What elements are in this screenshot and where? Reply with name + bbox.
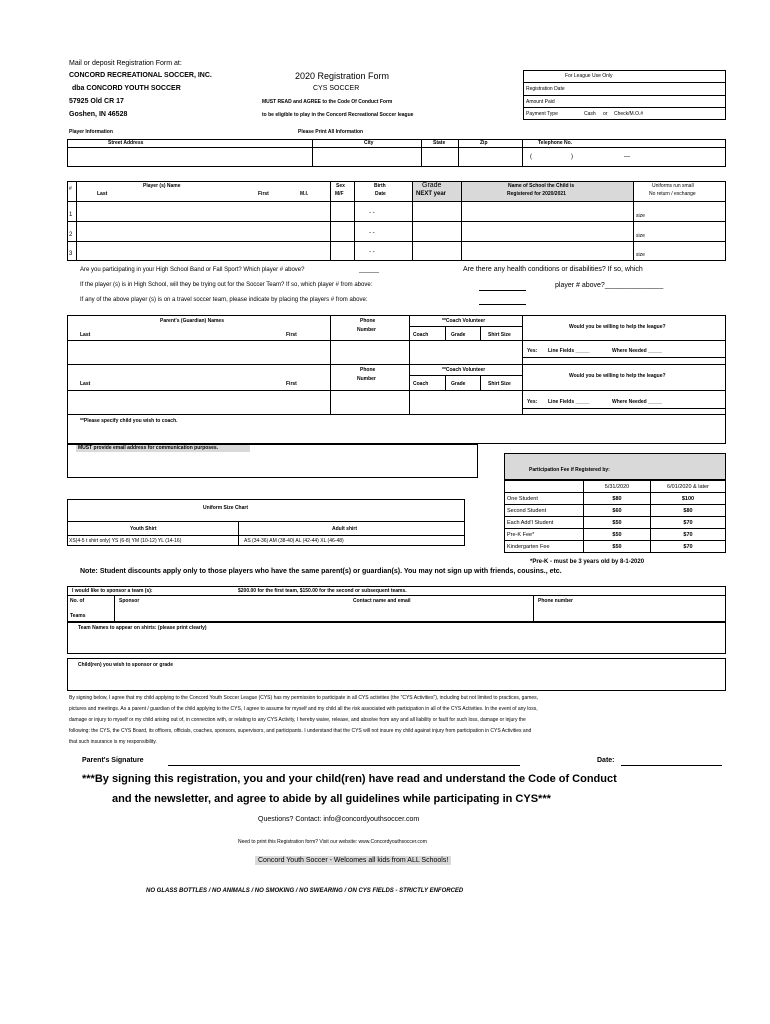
guardian1-yes: Yes: [527, 348, 538, 354]
question-band: Are you participating in your High School Band or Fall Sport? Which player # above? [80, 267, 305, 273]
guardian2-last-label: Last [80, 381, 91, 387]
check-label: Check/M.O.# [614, 111, 644, 117]
player-row-2-date[interactable]: - - [369, 230, 375, 236]
agreement-line-1: ***By signing this registration, you and your child(ren) have read and understand the Code of Conduct [82, 773, 617, 785]
player-row-3-num: 3 [69, 251, 73, 257]
sponsor-teams: Teams [70, 613, 86, 619]
fee-col2: 6/01/2020 & later [651, 481, 726, 493]
reprint-note: Need to print this Registration form? Visit our website: www.Concordyouthsoccer.com [238, 839, 427, 845]
city-label: City [364, 140, 374, 146]
fee-row-v1: $50 [584, 529, 651, 541]
guardian-title: Parent's (Guardian) Names [160, 318, 224, 324]
fee-table [504, 480, 726, 553]
guardian2-coach-vol: **Coach Volunteer [442, 367, 486, 373]
next-year-label: NEXT year [416, 191, 447, 197]
signature-line[interactable] [168, 765, 520, 766]
guardian2-yes: Yes: [527, 399, 538, 405]
guardian1-line-fields[interactable]: Line Fields _____ [548, 348, 590, 354]
fee-row-v2: $100 [651, 493, 726, 505]
waiver-line-3: damage or injury to myself or my child arising out of, in connection with, or relating to any CYS Activity, I hereby waive, release, and absolve from any and all liability or fault for such loss, damage or injury the [69, 717, 526, 723]
youth-sizes: XS(4-5 t shirt only) YS (6-8) YM (10-12) YL (14-16) [69, 538, 182, 544]
guardian1-help: Would you be willing to help the league? [569, 324, 666, 330]
uniforms-note-1: Uniforms run small [652, 183, 694, 189]
fee-row-v1: $60 [584, 505, 651, 517]
player-row-2-num: 2 [69, 232, 73, 238]
sponsor-contact: Contact name and email [353, 598, 411, 604]
coach-note: **Please specify child you wish to coach. [80, 418, 178, 424]
phone-dash: — [624, 154, 630, 160]
address-line-1: 57925 Old CR 17 [69, 98, 124, 105]
player-name-header: Player (s) Name [143, 183, 181, 189]
discount-note: Note: Student discounts apply only to those players who have the same parent(s) or guardian(s). You may not sign up with friends, cousins., etc. [80, 568, 562, 575]
waiver-line-5: that such insurance is my responsibility. [69, 739, 157, 745]
player-row-1-num: 1 [69, 212, 73, 218]
org-name: CONCORD RECREATIONAL SOCCER, INC. [69, 72, 212, 79]
phone-open: ( [530, 154, 532, 160]
grade-label: Grade [422, 182, 442, 189]
prek-note: *Pre-K - must be 3 years old by 8-1-2020 [530, 559, 645, 565]
state-label: State [433, 140, 446, 146]
sex-label: Sex [336, 183, 345, 189]
health-question: Are there any health conditions or disabilities? If so, which [463, 266, 643, 273]
guardian1-last-label: Last [80, 332, 91, 338]
player-first-label: First [258, 191, 269, 197]
form-title: 2020 Registration Form [295, 71, 390, 81]
amount-paid-label: Amount Paid [526, 99, 555, 105]
mail-note: Mail or deposit Registration Form at: [69, 60, 182, 67]
fee-col1: 5/31/2020 [584, 481, 651, 493]
guardian2-number-label: Number [357, 376, 376, 382]
phone-close: ) [571, 154, 573, 160]
waiver-line-2: pictures and meetings. As a parent / guardian of the child applying to the CYS, I agree to assume for myself and my child all the risk associated with participation in all of the CYS Activities. In the event of any loss, [69, 706, 538, 712]
date-label: Date: [597, 757, 615, 764]
street-label: Street Address [108, 140, 144, 146]
adult-shirt-label: Adult shirt [332, 526, 357, 532]
must-read-note: MUST READ and AGREE to the Code Of Conduct Form [262, 99, 393, 105]
school-label: Name of School the Child is [508, 183, 575, 189]
player-row-2-size[interactable]: size [636, 233, 645, 239]
welcome-banner: Concord Youth Soccer - Welcomes all kids from ALL Schools! [255, 856, 451, 865]
sponsor-no-of: No. of [70, 598, 85, 604]
guardian2-help: Would you be willing to help the league? [569, 373, 666, 379]
form-subtitle: CYS SOCCER [313, 85, 360, 92]
guardian1-number-label: Number [357, 327, 376, 333]
players-hash: # [69, 186, 72, 192]
mf-label: M/F [335, 191, 344, 197]
birth-date-label: Date [375, 191, 386, 197]
zip-label: Zip [480, 140, 488, 146]
org-dba: dba CONCORD YOUTH SOCCER [72, 85, 181, 92]
date-line[interactable] [621, 765, 722, 766]
cash-label: Cash [584, 111, 596, 117]
telephone-label: Telephone No. [538, 140, 573, 146]
fee-row-v2: $80 [651, 505, 726, 517]
guardian2-coach: Coach [413, 381, 429, 387]
team-names-label: Team Names to appear on shirts: (please print clearly) [78, 625, 207, 631]
waiver-line-4: following: the CYS, the CYS Board, its officers, officials, coaches, sponsors, supervisors, and participants. I understand that the CYS will not insure my child against injury from participation in CYS Activities and [69, 728, 532, 734]
payment-type-label: Payment Type [526, 111, 558, 117]
fee-row-v2: $70 [651, 517, 726, 529]
guardian2-grade: Grade [451, 381, 466, 387]
player-row-1-date[interactable]: - - [369, 210, 375, 216]
agreement-line-2: and the newsletter, and agree to abide by all guidelines while participating in CYS*** [112, 793, 551, 805]
fee-row-label: One Student [505, 493, 584, 505]
birth-label: Birth [374, 183, 386, 189]
health-player[interactable]: player # above?_______________ [555, 282, 664, 289]
player-info-label: Player Information [69, 129, 113, 135]
fee-row-v1: $50 [584, 541, 651, 553]
or-label: or [603, 111, 608, 117]
fee-row-v1: $50 [584, 517, 651, 529]
youth-shirt-label: Youth Shirt [130, 526, 157, 532]
questions-contact: Questions? Contact: info@concordyouthsoccer.com [258, 816, 420, 823]
uniform-chart-title: Uniform Size Chart [203, 505, 249, 511]
guardian1-grade: Grade [451, 332, 466, 338]
player-mi-label: M.I. [300, 191, 309, 197]
print-note: Please Print All Information [298, 129, 364, 135]
question-highschool: If the player (s) is in High School, will they be trying out for the Soccer Team? If so, which player # from above: [80, 282, 373, 288]
guardian1-coach-vol: **Coach Volunteer [442, 318, 486, 324]
sponsor-phone: Phone number [538, 598, 574, 604]
guardian2-first-label: First [286, 381, 297, 387]
sponsor-label: Sponsor [119, 598, 140, 604]
child-grade-label: Child(ren) you wish to sponsor or grade [78, 662, 174, 668]
guardian1-where-needed[interactable]: Where Needed _____ [612, 348, 663, 354]
guardian2-where-needed[interactable]: Where Needed _____ [612, 399, 663, 405]
fee-row-label: Second Student [505, 505, 584, 517]
address-table [67, 139, 726, 167]
school-year-label: Registered for 2020/2021 [507, 191, 566, 197]
adult-sizes: AS (34-36) AM (38-40) AL (42-44) XL (46-48) [244, 538, 344, 544]
player-last-label: Last [97, 191, 108, 197]
sponsor-title: I would like to sponsor a team (s): [72, 588, 153, 594]
fee-row-label: Each Add'l Student [505, 517, 584, 529]
guardian2-line-fields[interactable]: Line Fields _____ [548, 399, 590, 405]
signature-label: Parent's Signature [82, 757, 144, 764]
league-use-title: For League Use Only [565, 73, 613, 79]
fee-row-label: Pre-K Fee* [505, 529, 584, 541]
guardian1-first-label: First [286, 332, 297, 338]
guardian1-phone-label: Phone [360, 318, 376, 324]
email-note: MUST provide email address for communication purposes. [78, 445, 219, 451]
guardian1-shirt: Shirt Size [488, 332, 511, 338]
guardian2-phone-label: Phone [360, 367, 376, 373]
question-band-blank[interactable]: ______ [359, 267, 380, 273]
question-travel: If any of the above player (s) is on a travel soccer team, please indicate by placing the players # from above: [80, 297, 368, 303]
player-row-3-date[interactable]: - - [369, 249, 375, 255]
player-row-1-size[interactable]: size [636, 213, 645, 219]
waiver-line-1: By signing below, I agree that my child applying to the Concord Youth Soccer League (CYS) has my permission to participate in all CYS activities (the "CYS Activities"), including but not limited to practices, games, [69, 695, 539, 701]
rules-notice: NO GLASS BOTTLES / NO ANIMALS / NO SMOKING / NO SWEARING / ON CYS FIELDS - STRICTLY ENFORCED [146, 888, 464, 894]
eligibility-note: to be eligible to play in the Concord Recreational Soccer league [262, 112, 414, 118]
fee-row-v2: $70 [651, 529, 726, 541]
fee-title: Participation Fee if Registered by: [529, 467, 610, 473]
fee-row-v1: $80 [584, 493, 651, 505]
uniforms-note-2: No return / exchange [649, 191, 696, 197]
fee-row-label: Kindergarten Fee [505, 541, 584, 553]
registration-date-label: Registration Date [526, 86, 565, 92]
guardian2-shirt: Shirt Size [488, 381, 511, 387]
player-row-3-size[interactable]: size [636, 252, 645, 258]
guardian1-coach: Coach [413, 332, 429, 338]
fee-row-v2: $70 [651, 541, 726, 553]
address-line-2: Goshen, IN 46528 [69, 111, 128, 118]
sponsor-price: $200.00 for the first team, $150.00 for the second or subsequent teams. [238, 588, 407, 594]
